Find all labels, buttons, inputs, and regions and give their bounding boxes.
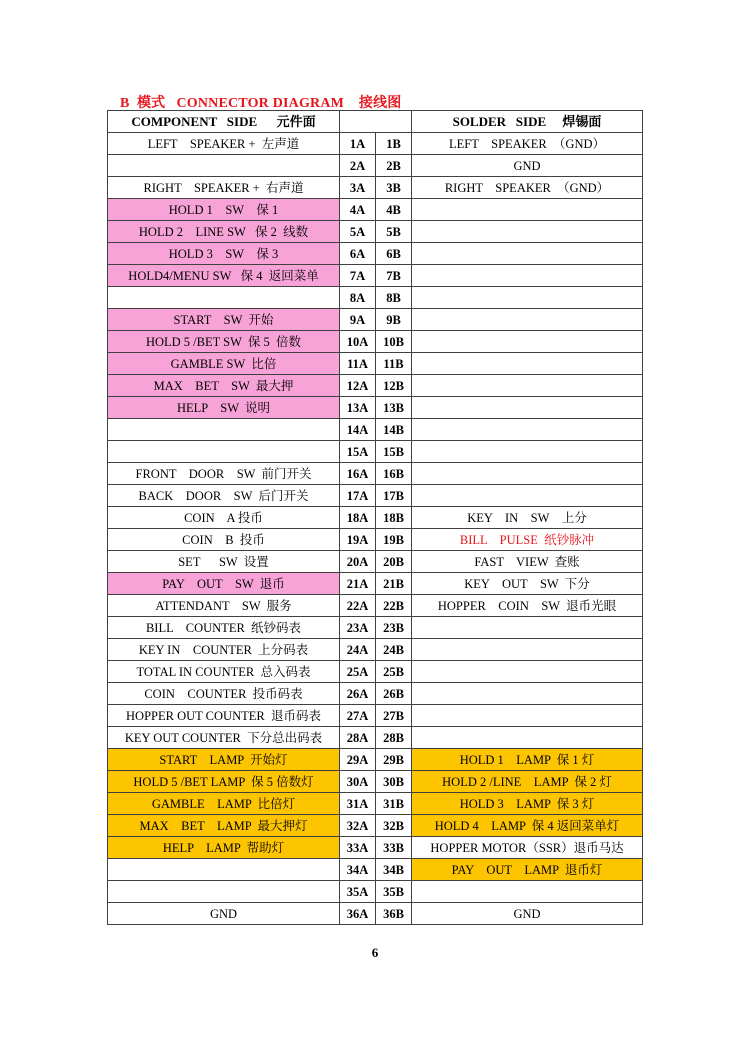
- pin-a-cell: 15A: [340, 441, 376, 463]
- solder-side-cell: [412, 243, 643, 265]
- table-row: [108, 287, 643, 309]
- pin-b-cell: 10B: [376, 331, 412, 353]
- pin-a-cell: 18A: [340, 507, 376, 529]
- component-side-header: COMPONENT SIDE 元件面: [108, 111, 340, 133]
- pin-a-cell: 8A: [340, 287, 376, 309]
- pin-b-cell: 32B: [376, 815, 412, 837]
- solder-side-cell: HOLD 3 LAMP 保 3 灯: [412, 793, 643, 815]
- pin-a-cell: 1A: [340, 133, 376, 155]
- pin-b-cell: 22B: [376, 595, 412, 617]
- component-side-cell: SET SW 设置: [108, 551, 340, 573]
- solder-side-cell: [412, 683, 643, 705]
- table-row: [108, 617, 643, 639]
- pin-b-cell: 7B: [376, 265, 412, 287]
- table-row: [108, 595, 643, 617]
- solder-side-cell: [412, 331, 643, 353]
- pin-a-cell: 17A: [340, 485, 376, 507]
- pin-b-cell: 16B: [376, 463, 412, 485]
- pin-a-cell: 32A: [340, 815, 376, 837]
- pin-a-cell: 19A: [340, 529, 376, 551]
- pin-b-cell: 6B: [376, 243, 412, 265]
- pin-a-cell: 25A: [340, 661, 376, 683]
- table-row: [108, 309, 643, 331]
- pin-b-cell: 34B: [376, 859, 412, 881]
- solder-side-cell: [412, 221, 643, 243]
- pin-b-cell: 24B: [376, 639, 412, 661]
- pin-b-cell: 14B: [376, 419, 412, 441]
- component-side-cell: MAX BET SW 最大押: [108, 375, 340, 397]
- component-side-cell: HELP LAMP 帮助灯: [108, 837, 340, 859]
- pin-b-cell: 1B: [376, 133, 412, 155]
- solder-side-cell: [412, 639, 643, 661]
- table-row: [108, 397, 643, 419]
- component-side-cell: BACK DOOR SW 后门开关: [108, 485, 340, 507]
- solder-side-cell: [412, 287, 643, 309]
- solder-side-cell: [412, 705, 643, 727]
- component-side-cell: GAMBLE LAMP 比倍灯: [108, 793, 340, 815]
- table-row: [108, 815, 643, 837]
- table-row: [108, 705, 643, 727]
- pin-b-cell: 33B: [376, 837, 412, 859]
- table-row: [108, 727, 643, 749]
- pin-b-cell: 36B: [376, 903, 412, 925]
- table-row: [108, 265, 643, 287]
- table-row: [108, 243, 643, 265]
- pin-b-cell: 5B: [376, 221, 412, 243]
- solder-side-cell: [412, 463, 643, 485]
- component-side-cell: KEY OUT COUNTER 下分总出码表: [108, 727, 340, 749]
- pin-b-cell: 30B: [376, 771, 412, 793]
- component-side-cell: [108, 287, 340, 309]
- page-number: 6: [371, 945, 379, 960]
- pin-a-cell: 7A: [340, 265, 376, 287]
- component-side-cell: LEFT SPEAKER + 左声道: [108, 133, 340, 155]
- component-side-cell: ATTENDANT SW 服务: [108, 595, 340, 617]
- table-row: [108, 155, 643, 177]
- table-row: [108, 375, 643, 397]
- pin-a-cell: 14A: [340, 419, 376, 441]
- component-side-cell: HOLD 5 /BET SW 保 5 倍数: [108, 331, 340, 353]
- table-row: [108, 441, 643, 463]
- solder-side-cell: HOLD 1 LAMP 保 1 灯: [412, 749, 643, 771]
- component-side-cell: RIGHT SPEAKER + 右声道: [108, 177, 340, 199]
- component-side-cell: [108, 155, 340, 177]
- solder-side-cell: HOPPER MOTOR（SSR）退币马达: [412, 837, 643, 859]
- table-header-row: [108, 111, 643, 133]
- pin-a-cell: 34A: [340, 859, 376, 881]
- solder-side-cell: KEY IN SW 上分: [412, 507, 643, 529]
- component-side-cell: MAX BET LAMP 最大押灯: [108, 815, 340, 837]
- table-row: [108, 837, 643, 859]
- pin-a-cell: 2A: [340, 155, 376, 177]
- solder-side-cell: FAST VIEW 查账: [412, 551, 643, 573]
- pin-b-cell: 26B: [376, 683, 412, 705]
- pin-b-cell: 35B: [376, 881, 412, 903]
- pin-a-cell: 33A: [340, 837, 376, 859]
- pin-a-cell: 3A: [340, 177, 376, 199]
- component-side-cell: START SW 开始: [108, 309, 340, 331]
- table-row: [108, 463, 643, 485]
- table-row: [108, 793, 643, 815]
- pin-b-cell: 20B: [376, 551, 412, 573]
- pin-a-cell: 28A: [340, 727, 376, 749]
- table-row: [108, 771, 643, 793]
- table-row: [108, 177, 643, 199]
- solder-side-header: SOLDER SIDE 焊锡面: [412, 111, 643, 133]
- table-row: [108, 485, 643, 507]
- table-row: [108, 683, 643, 705]
- component-side-cell: [108, 859, 340, 881]
- component-side-cell: HOLD 1 SW 保 1: [108, 199, 340, 221]
- component-side-cell: HOLD 2 LINE SW 保 2 线数: [108, 221, 340, 243]
- pin-b-cell: 19B: [376, 529, 412, 551]
- pin-b-cell: 9B: [376, 309, 412, 331]
- table-row: [108, 199, 643, 221]
- pin-b-cell: 27B: [376, 705, 412, 727]
- pin-a-cell: 6A: [340, 243, 376, 265]
- pin-b-cell: 21B: [376, 573, 412, 595]
- table-row: [108, 551, 643, 573]
- pin-a-cell: 11A: [340, 353, 376, 375]
- component-side-cell: COIN COUNTER 投币码表: [108, 683, 340, 705]
- component-side-cell: HOLD 3 SW 保 3: [108, 243, 340, 265]
- component-side-cell: HOPPER OUT COUNTER 退币码表: [108, 705, 340, 727]
- pin-b-cell: 13B: [376, 397, 412, 419]
- solder-side-cell: BILL PULSE 纸钞脉冲: [412, 529, 643, 551]
- pin-header-spacer: [340, 111, 412, 133]
- solder-side-cell: [412, 727, 643, 749]
- pin-a-cell: 5A: [340, 221, 376, 243]
- component-side-cell: [108, 419, 340, 441]
- pin-b-cell: 15B: [376, 441, 412, 463]
- solder-side-cell: [412, 353, 643, 375]
- pin-a-cell: 22A: [340, 595, 376, 617]
- component-side-cell: PAY OUT SW 退币: [108, 573, 340, 595]
- component-side-cell: TOTAL IN COUNTER 总入码表: [108, 661, 340, 683]
- solder-side-cell: [412, 441, 643, 463]
- pin-a-cell: 13A: [340, 397, 376, 419]
- pin-a-cell: 29A: [340, 749, 376, 771]
- component-side-cell: START LAMP 开始灯: [108, 749, 340, 771]
- table-row: [108, 529, 643, 551]
- pin-a-cell: 23A: [340, 617, 376, 639]
- solder-side-cell: GND: [412, 903, 643, 925]
- table-row: [108, 749, 643, 771]
- component-side-cell: GND: [108, 903, 340, 925]
- component-side-cell: [108, 441, 340, 463]
- solder-side-cell: HOPPER COIN SW 退币光眼: [412, 595, 643, 617]
- solder-side-cell: [412, 661, 643, 683]
- solder-side-cell: RIGHT SPEAKER （GND）: [412, 177, 643, 199]
- solder-side-cell: KEY OUT SW 下分: [412, 573, 643, 595]
- table-row: [108, 573, 643, 595]
- pin-b-cell: 29B: [376, 749, 412, 771]
- solder-side-cell: [412, 199, 643, 221]
- solder-side-cell: HOLD 4 LAMP 保 4 返回菜单灯: [412, 815, 643, 837]
- solder-side-cell: [412, 617, 643, 639]
- pin-a-cell: 12A: [340, 375, 376, 397]
- table-row: [108, 661, 643, 683]
- table-row: [108, 419, 643, 441]
- pin-b-cell: 23B: [376, 617, 412, 639]
- pin-b-cell: 28B: [376, 727, 412, 749]
- connector-table: [107, 110, 643, 925]
- table-row: [108, 507, 643, 529]
- pin-b-cell: 17B: [376, 485, 412, 507]
- solder-side-cell: [412, 419, 643, 441]
- pin-b-cell: 4B: [376, 199, 412, 221]
- pin-b-cell: 12B: [376, 375, 412, 397]
- component-side-cell: COIN B 投币: [108, 529, 340, 551]
- component-side-cell: GAMBLE SW 比倍: [108, 353, 340, 375]
- pin-a-cell: 16A: [340, 463, 376, 485]
- page-title: B 模式 CONNECTOR DIAGRAM 接线图: [120, 96, 402, 111]
- table-row: [108, 353, 643, 375]
- table-row: [108, 881, 643, 903]
- pin-a-cell: 9A: [340, 309, 376, 331]
- solder-side-cell: LEFT SPEAKER （GND）: [412, 133, 643, 155]
- pin-b-cell: 11B: [376, 353, 412, 375]
- pin-b-cell: 3B: [376, 177, 412, 199]
- solder-side-cell: [412, 397, 643, 419]
- pin-b-cell: 8B: [376, 287, 412, 309]
- pin-a-cell: 35A: [340, 881, 376, 903]
- pin-b-cell: 2B: [376, 155, 412, 177]
- solder-side-cell: HOLD 2 /LINE LAMP 保 2 灯: [412, 771, 643, 793]
- component-side-cell: FRONT DOOR SW 前门开关: [108, 463, 340, 485]
- solder-side-cell: PAY OUT LAMP 退币灯: [412, 859, 643, 881]
- table-row: [108, 859, 643, 881]
- component-side-cell: KEY IN COUNTER 上分码表: [108, 639, 340, 661]
- pin-a-cell: 27A: [340, 705, 376, 727]
- pin-a-cell: 21A: [340, 573, 376, 595]
- pin-a-cell: 31A: [340, 793, 376, 815]
- connector-table-body: [108, 111, 643, 925]
- pin-b-cell: 25B: [376, 661, 412, 683]
- pin-a-cell: 24A: [340, 639, 376, 661]
- pin-a-cell: 36A: [340, 903, 376, 925]
- pin-a-cell: 10A: [340, 331, 376, 353]
- solder-side-cell: [412, 375, 643, 397]
- pin-a-cell: 20A: [340, 551, 376, 573]
- pin-a-cell: 30A: [340, 771, 376, 793]
- solder-side-cell: [412, 485, 643, 507]
- table-row: [108, 331, 643, 353]
- solder-side-cell: GND: [412, 155, 643, 177]
- solder-side-cell: [412, 309, 643, 331]
- pin-b-cell: 31B: [376, 793, 412, 815]
- component-side-cell: HOLD4/MENU SW 保 4 返回菜单: [108, 265, 340, 287]
- table-row: [108, 221, 643, 243]
- component-side-cell: COIN A 投币: [108, 507, 340, 529]
- component-side-cell: [108, 881, 340, 903]
- solder-side-cell: [412, 881, 643, 903]
- table-row: [108, 639, 643, 661]
- table-row: [108, 903, 643, 925]
- table-row: [108, 133, 643, 155]
- pin-b-cell: 18B: [376, 507, 412, 529]
- component-side-cell: HELP SW 说明: [108, 397, 340, 419]
- pin-a-cell: 26A: [340, 683, 376, 705]
- pin-a-cell: 4A: [340, 199, 376, 221]
- component-side-cell: HOLD 5 /BET LAMP 保 5 倍数灯: [108, 771, 340, 793]
- solder-side-cell: [412, 265, 643, 287]
- component-side-cell: BILL COUNTER 纸钞码表: [108, 617, 340, 639]
